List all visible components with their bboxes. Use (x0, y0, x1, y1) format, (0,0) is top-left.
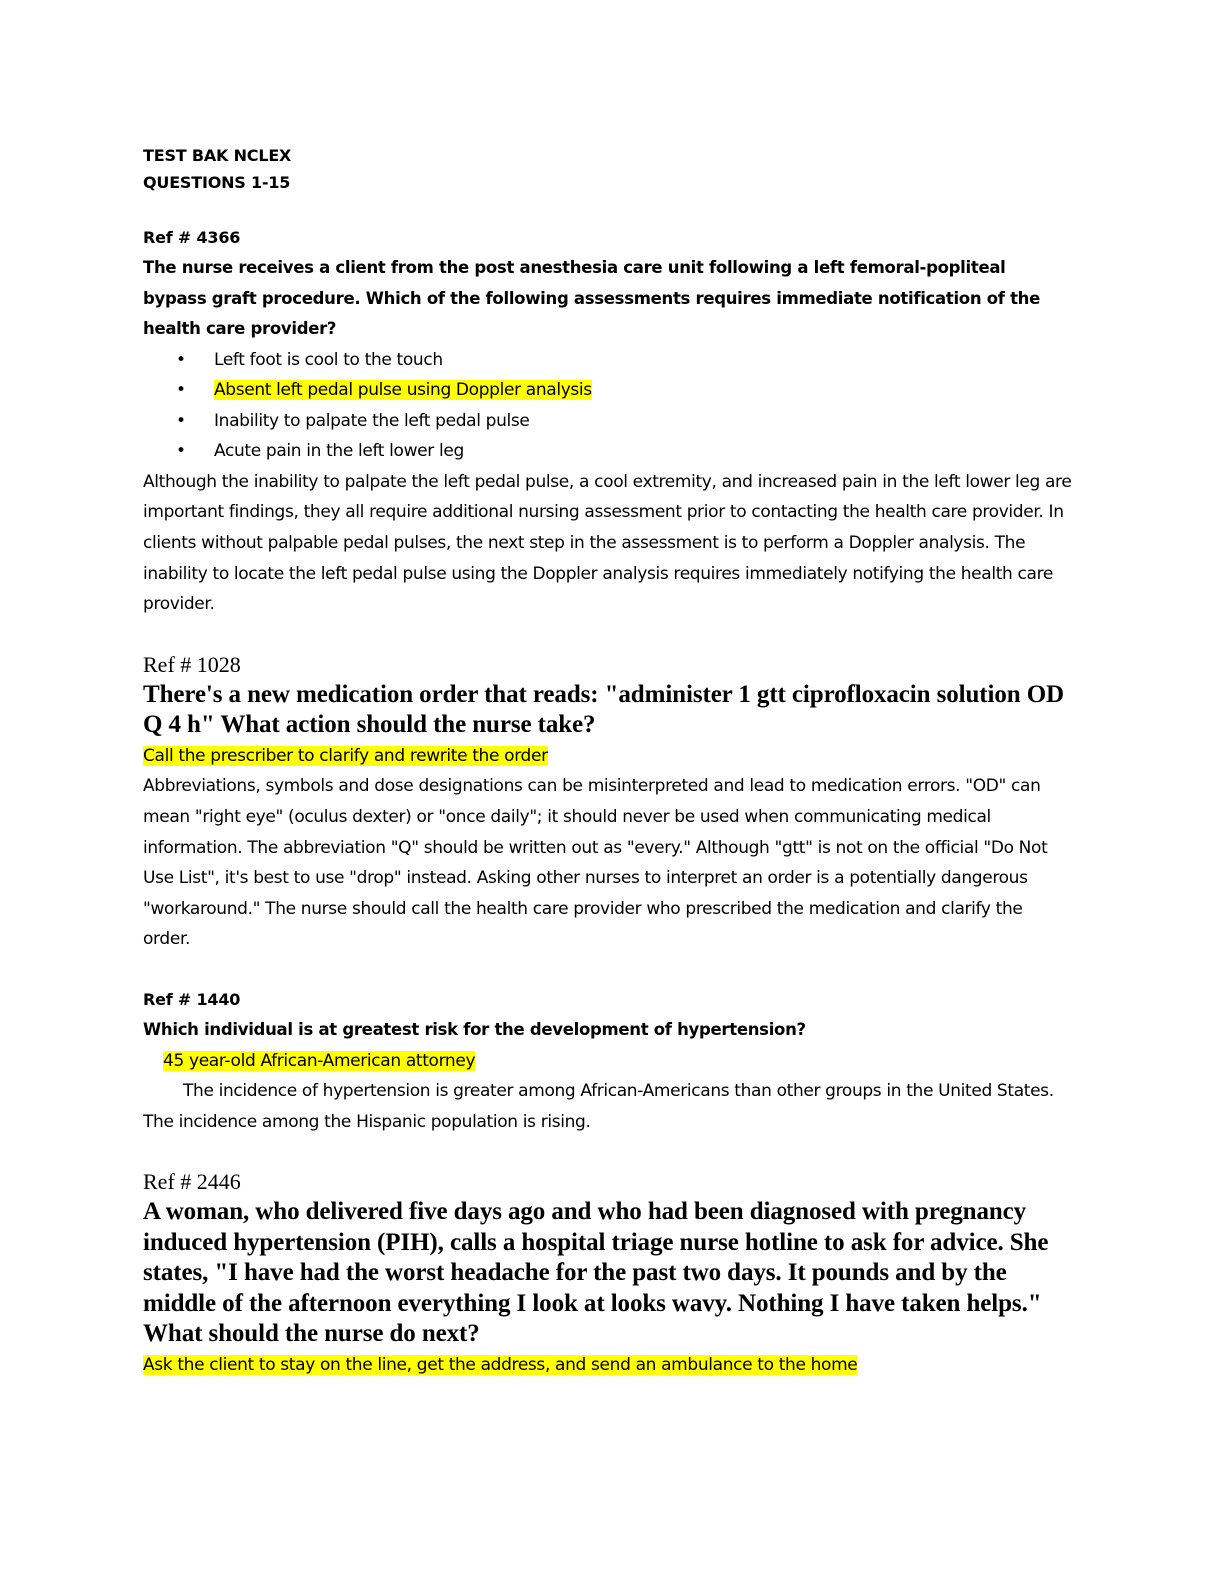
question-text: The nurse receives a client from the post anesthesia care unit following a left femoral-popliteal bypass graft procedure. Which of the following assessments requires immediate notification of the health care provider? (143, 258, 1041, 338)
bullet-icon: • (176, 349, 186, 370)
question-text: A woman, who delivered five days ago and who had been diagnosed with pregnancy induced hypertension (PIH), calls a hospital triage nurse hotline to ask for advice. She states, "I have had the worst headache for the past two days. It pounds and by the middle of the afternoon everything I look at looks wavy. Nothing I have taken helps." What should the nurse do next? (143, 1198, 1049, 1348)
rationale-text: Abbreviations, symbols and dose designations can be misinterpreted and lead to medication errors. "OD" can mean "right eye" (oculus dexter) or "once daily"; it should never be used when communicating medical information. The abbreviation "Q" should be written out as "every." Although "gtt" is not on the official "Do Not Use List", it's best to use "drop" instead. Asking other nurses to interpret an order is a potentially dangerous "workaround." The nurse should call the health care provider who prescribed the medication and clarify the order. (143, 776, 1048, 950)
document-title: TEST BAK NCLEX (143, 146, 292, 165)
rationale-text: Although the inability to palpate the left pedal pulse, a cool extremity, and increased pain in the left lower leg are important findings, they all require additional nursing assessment prior to contacting the health care provider. In clients without palpable pedal pulses, the next step in the assessment is to perform a Doppler analysis. The inability to locate the left pedal pulse using the Doppler analysis requires immediately notifying the health care provider. (143, 471, 1072, 615)
question-block-1440 (143, 985, 1073, 1137)
question-ref: Ref # 1440 (143, 990, 241, 1009)
question-text: There's a new medication order that reads: "administer 1 gtt ciprofloxacin solution OD Q 4 h" What action should the nurse take? (143, 680, 1064, 739)
answer-line (143, 1046, 1073, 1077)
bullet-icon: • (176, 410, 186, 431)
answer-line (143, 1350, 1073, 1381)
correct-answer-highlight: Ask the client to stay on the line, get the address, and send an ambulance to the home (143, 1354, 858, 1375)
option-text: Inability to palpate the left pedal pulse (214, 410, 530, 431)
question-ref: Ref # 1028 (143, 651, 241, 677)
option-item (143, 345, 1073, 376)
bullet-icon: • (176, 441, 186, 462)
document-subtitle: QUESTIONS 1-15 (143, 173, 291, 192)
option-text: Acute pain in the left lower leg (214, 441, 464, 462)
option-item (143, 436, 1073, 467)
bullet-icon: • (176, 380, 186, 401)
correct-answer-highlight: 45 year-old African-American attorney (163, 1050, 476, 1071)
document-page (143, 142, 1073, 1380)
option-item-correct (143, 375, 1073, 406)
question-ref: Ref # 2446 (143, 1169, 241, 1195)
answer-options (143, 345, 1073, 467)
question-block-1028 (143, 650, 1073, 955)
question-ref: Ref # 4366 (143, 228, 241, 247)
correct-answer-highlight: Call the prescriber to clarify and rewrite the order (143, 745, 548, 766)
question-text: Which individual is at greatest risk for the development of hypertension? (143, 1020, 806, 1039)
option-text: Left foot is cool to the touch (214, 349, 443, 370)
question-block-2446 (143, 1167, 1073, 1380)
question-block-4366 (143, 223, 1073, 620)
correct-answer-highlight: Absent left pedal pulse using Doppler analysis (214, 380, 592, 401)
option-item (143, 406, 1073, 437)
rationale-content: The incidence of hypertension is greater among African-Americans than other groups in the United States. The incidence among the Hispanic population is rising. (143, 1081, 1054, 1132)
answer-line (143, 741, 1073, 772)
rationale-text (143, 1076, 1073, 1137)
